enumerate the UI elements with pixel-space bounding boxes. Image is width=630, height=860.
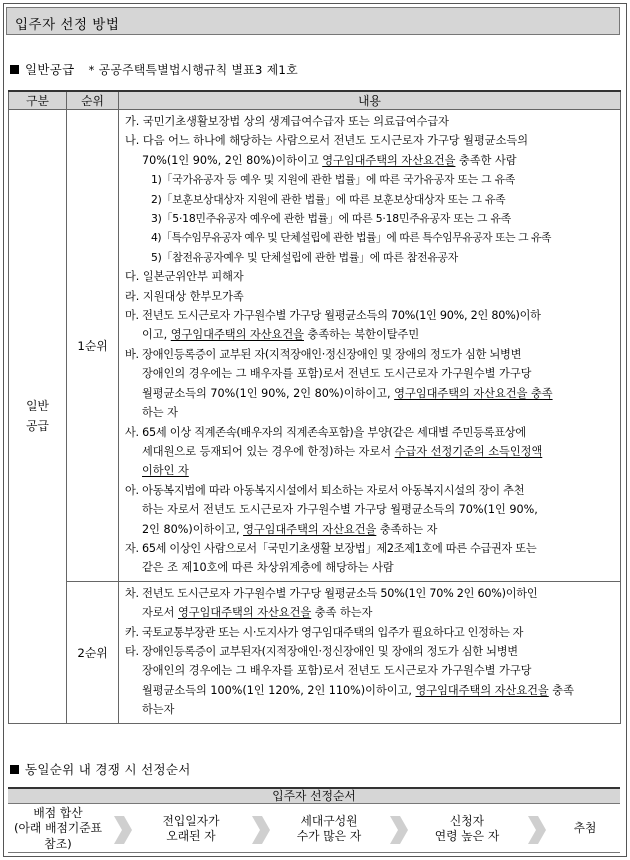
list-item: 자. 65세 이상인 사람으로서「국민기초생활 보장법」제2조제1호에 따른 수급권자 또는 <box>125 541 537 555</box>
list-item: 사. 65세 이상 직계존속(배우자의 직계존속포함)을 부양(같은 세대별 주민등록표상에 <box>125 425 526 439</box>
text-span: 충족 <box>548 683 574 697</box>
header-content: 내용 <box>119 91 621 110</box>
list-item: 장애인의 경우에는 그 배우자를 포함)로서 전년도 도시근로자 가구원수별 가구당 <box>142 664 532 678</box>
text-span: 70%(1인 90%, 2인 80%)이하이고 <box>142 153 323 167</box>
list-item: 카. 국토교통부장관 또는 시·도지사가 영구임대주택의 입주가 필요하다고 인정하는 자 <box>125 625 524 639</box>
list-item <box>125 461 616 480</box>
rank1-label: 1순위 <box>77 338 108 353</box>
rank1-content <box>119 110 621 582</box>
list-item: 같은 조 제10호에 따른 차상위계층에 해당하는 사람 <box>142 561 394 575</box>
list-item: 1)「국가유공자 등 예우 및 지원에 관한 법률」에 따른 국가유공자 또는 그 유족 <box>151 173 516 187</box>
category-cell <box>9 110 67 724</box>
step-move-in-date: 전입일자가 오래된 자 <box>162 813 220 843</box>
list-item: 하는자 <box>142 703 175 717</box>
list-item: 바. 장애인등록증이 교부된 자(지적장애인·정신장애인 및 장애의 정도가 심한 뇌병변 <box>125 347 522 361</box>
list-item: 아. 아동복지법에 따라 아동복지시설에서 퇴소하는 자로서 아동복지시설의 장이 추천 <box>125 483 525 497</box>
list-item: 5)「참전유공자예우 및 단체설립에 관한 법률」에 따른 참전유공자 <box>151 250 459 264</box>
list-item: 라. 지원대상 한부모가족 <box>125 289 244 303</box>
list-item <box>125 151 616 170</box>
text-span: 충족하는 북한이탈주민 <box>303 328 420 342</box>
square-bullet-icon <box>10 65 19 74</box>
chevron-right-icon <box>390 816 408 844</box>
list-item: 다. 일본군위안부 피해자 <box>125 270 244 284</box>
step-score-sum: 배점 합산 (아래 배점기준표 참조) <box>13 805 103 851</box>
underlined-text: 영구임대주택의 자산요건을 <box>243 522 377 536</box>
list-item: 가. 국민기초생활보장법 상의 생계급여수급자 또는 의료급여수급자 <box>125 115 449 128</box>
text-span: 충족 하는자 <box>311 606 373 620</box>
chevron-right-icon <box>252 816 270 844</box>
section-tiebreak-heading <box>10 760 191 778</box>
eligibility-table <box>8 90 621 724</box>
legal-reference-note: * 공공주택특별법시행규칙 별표3 제1호 <box>88 63 298 77</box>
section-heading-text: 동일순위 내 경쟁 시 선정순서 <box>25 762 191 777</box>
list-item: 하는 자로서 전년도 도시근로자 가구원수별 가구당 월평균소득의 70%(1인 90%, <box>142 503 538 517</box>
list-item: 마. 전년도 도시근로자 가구원수별 가구당 월평균소득의 70%(1인 90%, 2인 80%)이하 <box>125 309 541 323</box>
list-item <box>125 442 616 461</box>
list-item: 타. 장애인등록증이 교부된자(지적장애인·정신장애인 및 장애의 정도가 심한 뇌병변 <box>125 644 518 658</box>
list-item: 장애인의 경우에는 그 배우자를 포함)로서 전년도 도시근로자 가구원수별 가구당 <box>142 367 532 381</box>
table-row <box>9 581 621 723</box>
list-item <box>125 603 616 622</box>
list-item: 3)「5·18민주유공자 예우에 관한 법률」에 따른 5·18민주유공자 또는 그 유족 <box>151 212 511 226</box>
list-item: 하는 자 <box>142 406 178 420</box>
chevron-right-icon <box>528 816 546 844</box>
underlined-text: 영구임대주택의 자산요건을 <box>322 153 456 167</box>
list-item: 나. 다음 어느 하나에 해당하는 사람으로서 전년도 도시근로자 가구당 월평균소득의 <box>125 134 529 148</box>
selection-order-title: 입주자 선정순서 <box>8 787 620 804</box>
rank2-label: 2순위 <box>77 645 108 660</box>
rank-cell <box>67 110 119 582</box>
text-span: 자로서 <box>142 606 178 620</box>
text-span: 충족한 사람 <box>455 153 517 167</box>
list-item: 2)「보훈보상대상자 지원에 관한 법률」에 따른 보훈보상대상자 또는 그 유족 <box>151 192 506 206</box>
text-span: 2인 80%)이하이고, <box>142 522 244 536</box>
selection-order-steps <box>8 805 620 853</box>
step-applicant-age: 신청자 연령 높은 자 <box>434 813 500 843</box>
list-item: 차. 전년도 도시근로자 가구원수별 가구당 월평균소득 50%(1인 70% 2인 60%)이하인 <box>125 586 538 600</box>
table-header-row <box>9 91 621 110</box>
text-span: 월평균소득의 70%(1인 90%, 2인 80%)이하이고, <box>142 386 395 400</box>
list-item <box>125 384 616 403</box>
underlined-text: 영구임대주택의 자산요건을 <box>415 683 549 697</box>
step-household-size: 세대구성원 수가 많은 자 <box>296 813 362 843</box>
step-lottery: 추첨 <box>573 821 597 836</box>
list-item <box>125 325 616 344</box>
underlined-text: 영구임대주택의 자산요건을 <box>170 328 304 342</box>
section-heading-text: 일반공급 <box>25 62 75 77</box>
text-span: 세대원으로 등재되어 있는 경우에 한정)하는 자로서 <box>142 444 395 458</box>
underlined-text: 영구임대주택의 자산요건을 충족 <box>394 386 553 400</box>
underlined-text: 수급자 선정기준의 소득인정액 <box>394 444 543 458</box>
list-item <box>125 520 616 539</box>
rank2-content <box>119 581 621 723</box>
table-row <box>9 110 621 582</box>
chevron-right-icon <box>114 816 132 844</box>
underlined-text: 영구임대주택의 자산요건을 <box>177 606 312 620</box>
header-rank: 순위 <box>67 91 119 110</box>
underlined-text: 이하인 자 <box>142 464 189 478</box>
text-span: 월평균소득의 100%(1인 120%, 2인 110%)이하이고, <box>142 683 416 697</box>
page-title: 입주자 선정 방법 <box>6 7 620 35</box>
header-category: 구분 <box>9 91 67 110</box>
list-item: 4)「특수임무유공자 예우 및 단체설립에 관한 법률」에 따른 특수임무유공자 또는 그 유족 <box>151 231 552 245</box>
section-general-supply-heading <box>10 60 298 78</box>
rank-cell <box>67 581 119 723</box>
list-item <box>125 681 616 700</box>
category-label: 일반 공급 <box>26 399 49 434</box>
text-span: 이고, <box>142 328 171 342</box>
text-span: 충족하는 자 <box>376 522 438 536</box>
square-bullet-icon <box>10 765 19 774</box>
